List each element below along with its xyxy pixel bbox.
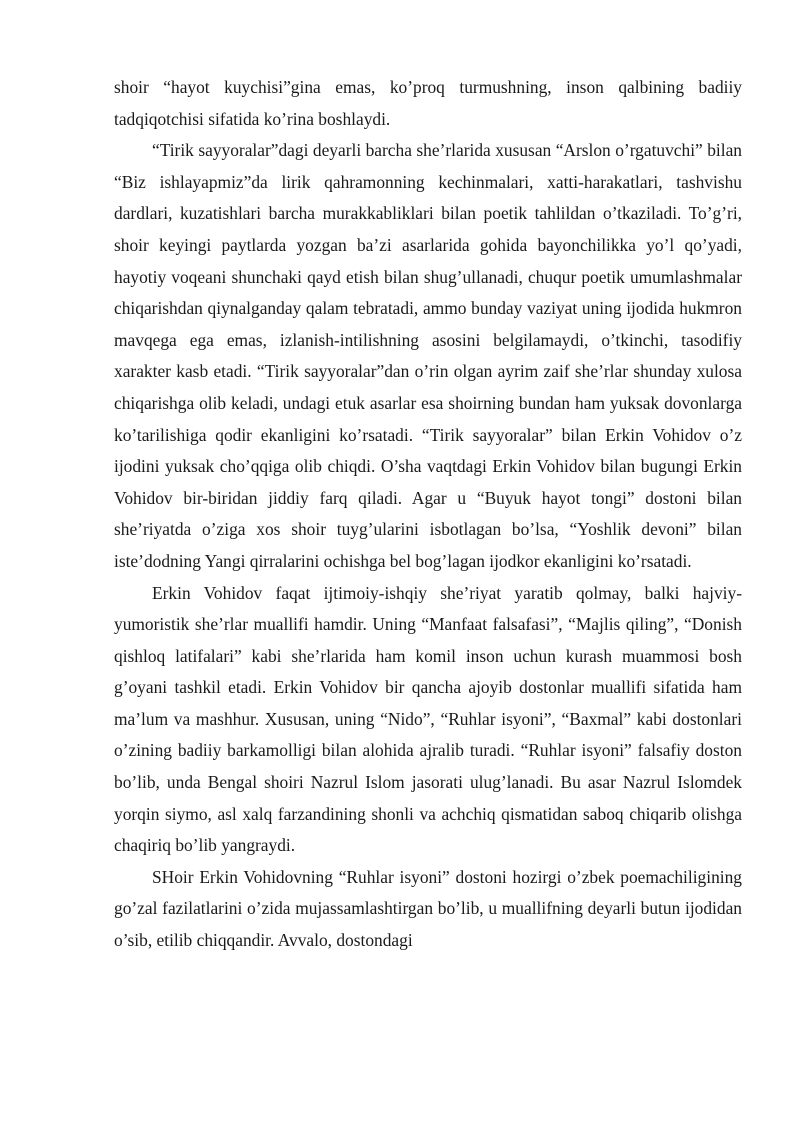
paragraph-continuation: shoir “hayot kuychisi”gina emas, ko’proq turmushning, inson qalbining badiiy tadqiqotchisi sifatida ko’rina boshlaydi.: [114, 77, 742, 129]
paragraph-ruhlar-isyoni: SHoir Erkin Vohidovning “Ruhlar isyoni” dostoni hozirgi o’zbek poemachiligining go’zal fazilatlarini o’zida mujassamlashtirgan bo’lib, u muallifning deyarli butun ijodidan o’sib, etilib chiqqandir. Avvalo, dostondagi: [114, 866, 742, 951]
paragraph-hajviy-yumoristik: Erkin Vohidov faqat ijtimoiy-ishqiy she’riyat yaratib qolmay, balki hajviy-yumoristik she’rlar muallifi hamdir. Uning “Manfaat falsafasi”, “Majlis qiling”, “Donish qishloq latifalari” kabi she’rlarida ham komil inson uchun kurash muammosi bosh g’oyani tashkil etadi. Erkin Vohidov bir qancha ajoyib dostonlar muallifi sifatida ham ma’lum va mashhur. Xususan, uning “Nido”, “Ruhlar isyoni”, “Baxmal” kabi dostonlari o’zining badiiy barkamolligi bilan alohida ajralib turadi. “Ruhlar isyoni” falsafiy doston bo’lib, unda Bengal shoiri Nazrul Islom jasorati ulug’lanadi. Bu asar Nazrul Islomdek yorqin siymo, asl xalq farzandining shonli va achchiq qismatidan saboq chiqarib olishga chaqiriq bo’lib yangraydi.: [114, 582, 742, 856]
document-body: [114, 72, 742, 957]
paragraph-tirik-sayyoralar: “Tirik sayyoralar”dagi deyarli barcha she’rlarida xususan “Arslon o’rgatuvchi” bilan “Biz ishlayapmiz”da lirik qahramonning kechinmalari, xatti-harakatlari, tashvishu dardlari, kuzatishlari barcha murakkabliklari bilan poetik tahlildan o’tkaziladi. To’g’ri, shoir keyingi paytlarda yozgan ba’zi asarlarida gohida bayonchilikka yo’l qo’yadi, hayotiy voqeani shunchaki qayd etish bilan shug’ullanadi, chuqur poetik umumlashmalar chiqarishdan qiynalganday qalam tebratadi, ammo bunday vaziyat uning ijodida hukmron mavqega ega emas, izlanish-intilishning asosini belgilamaydi, o’tkinchi, tasodifiy xarakter kasb etadi. “Tirik sayyoralar”dan o’rin olgan ayrim zaif she’rlar shunday xulosa chiqarishga olib keladi, undagi etuk asarlar esa shoirning bundan ham yuksak dovonlarga ko’tarilishiga qodir ekanligini ko’rsatadi. “Tirik sayyoralar” bilan Erkin Vohidov o’z ijodini yuksak cho’qqiga olib chiqdi. O’sha vaqtdagi Erkin Vohidov bilan bugungi Erkin Vohidov bir-biridan jiddiy farq qiladi. Agar u “Buyuk hayot tongi” dostoni bilan she’riyatda o’ziga xos shoir tuyg’ularini isbotlagan bo’lsa, “Yoshlik devoni” bilan iste’dodning Yangi qirralarini ochishga bel bog’lagan ijodkor ekanligini ko’rsatadi.: [114, 140, 742, 571]
